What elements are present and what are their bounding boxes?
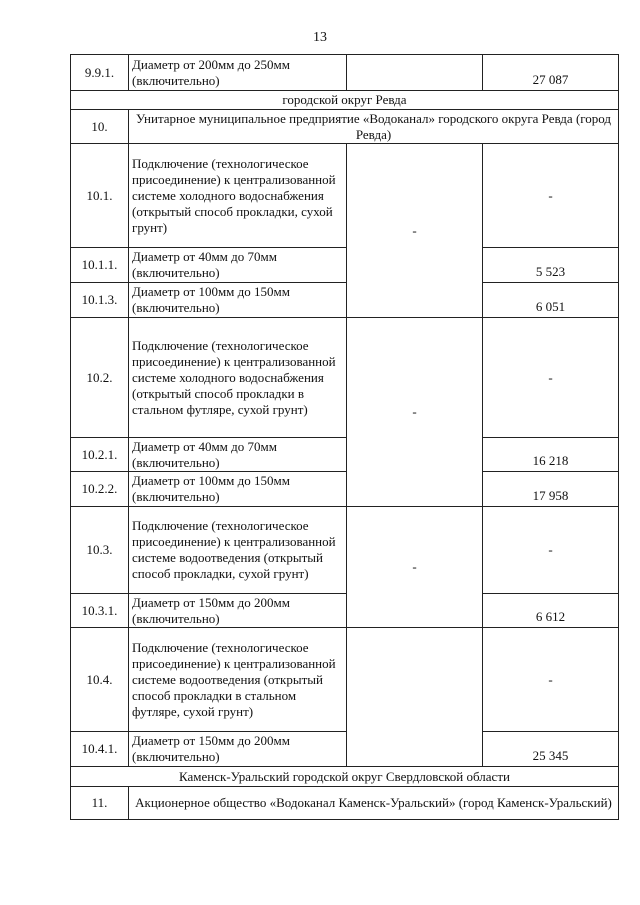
table-row: [71, 594, 619, 628]
row-number: 10.3.1.: [71, 594, 129, 628]
row-description: Подключение (технологическое присоединение) к централизованной системе водоотведения (открытый способ прокладки в стальном футляре, сухой грунт): [129, 628, 347, 732]
table-row: [71, 144, 619, 248]
tariff-value: -: [483, 318, 619, 438]
row-description: Подключение (технологическое присоединение) к централизованной системе холодного водоснабжения (открытый способ прокладки, сухой грунт): [129, 144, 347, 248]
tariff-value: 17 958: [483, 472, 619, 507]
empty-cell: [347, 55, 483, 91]
tariff-value: 27 087: [483, 55, 619, 91]
tariff-value: -: [483, 507, 619, 594]
table-row: [71, 248, 619, 283]
section-heading: городской округ Ревда: [71, 91, 619, 110]
row-number: 10.2.: [71, 318, 129, 438]
table-row: [71, 438, 619, 472]
merged-dash-cell: -: [347, 144, 483, 318]
row-number: 10.2.2.: [71, 472, 129, 507]
tariff-value: -: [483, 144, 619, 248]
table-row: [71, 55, 619, 91]
row-number: 11.: [71, 787, 129, 820]
row-number: 10.3.: [71, 507, 129, 594]
organization-name: Унитарное муниципальное предприятие «Водоканал» городского округа Ревда (город Ревда): [129, 110, 619, 144]
table-row: [71, 767, 619, 787]
tariff-value: 5 523: [483, 248, 619, 283]
row-number: 10.4.: [71, 628, 129, 732]
tariff-table: [70, 54, 619, 820]
table-row: [71, 110, 619, 144]
page-number: 13: [313, 30, 327, 45]
row-number: 9.9.1.: [71, 55, 129, 91]
table-row: [71, 787, 619, 820]
row-number: 10.2.1.: [71, 438, 129, 472]
tariff-table-body: [71, 55, 619, 820]
row-number: 10.1.1.: [71, 248, 129, 283]
row-description: Диаметр от 40мм до 70мм (включительно): [129, 248, 347, 283]
merged-dash-cell: -: [347, 318, 483, 507]
row-number: 10.: [71, 110, 129, 144]
row-number: 10.1.3.: [71, 283, 129, 318]
organization-name: Акционерное общество «Водоканал Каменск-Уральский» (город Каменск-Уральский): [129, 787, 619, 820]
table-row: [71, 91, 619, 110]
row-description: Подключение (технологическое присоединение) к централизованной системе холодного водоснабжения (открытый способ прокладки в стальном футляре, сухой грунт): [129, 318, 347, 438]
row-description: Диаметр от 200мм до 250мм (включительно): [129, 55, 347, 91]
table-row: [71, 732, 619, 767]
row-description: Диаметр от 40мм до 70мм (включительно): [129, 438, 347, 472]
tariff-value: 6 051: [483, 283, 619, 318]
merged-dash-cell: [347, 628, 483, 767]
table-row: [71, 472, 619, 507]
row-description: Диаметр от 100мм до 150мм (включительно): [129, 283, 347, 318]
tariff-value: 16 218: [483, 438, 619, 472]
row-description: Диаметр от 100мм до 150мм (включительно): [129, 472, 347, 507]
row-description: Подключение (технологическое присоединение) к централизованной системе водоотведения (открытый способ прокладки, сухой грунт): [129, 507, 347, 594]
merged-dash-cell: -: [347, 507, 483, 628]
tariff-value: -: [483, 628, 619, 732]
tariff-value: 25 345: [483, 732, 619, 767]
table-row: [71, 628, 619, 732]
row-description: Диаметр от 150мм до 200мм (включительно): [129, 732, 347, 767]
row-number: 10.1.: [71, 144, 129, 248]
table-row: [71, 507, 619, 594]
row-number: 10.4.1.: [71, 732, 129, 767]
table-row: [71, 283, 619, 318]
row-description: Диаметр от 150мм до 200мм (включительно): [129, 594, 347, 628]
tariff-value: 6 612: [483, 594, 619, 628]
table-row: [71, 318, 619, 438]
section-heading: Каменск-Уральский городской округ Свердловской области: [71, 767, 619, 787]
